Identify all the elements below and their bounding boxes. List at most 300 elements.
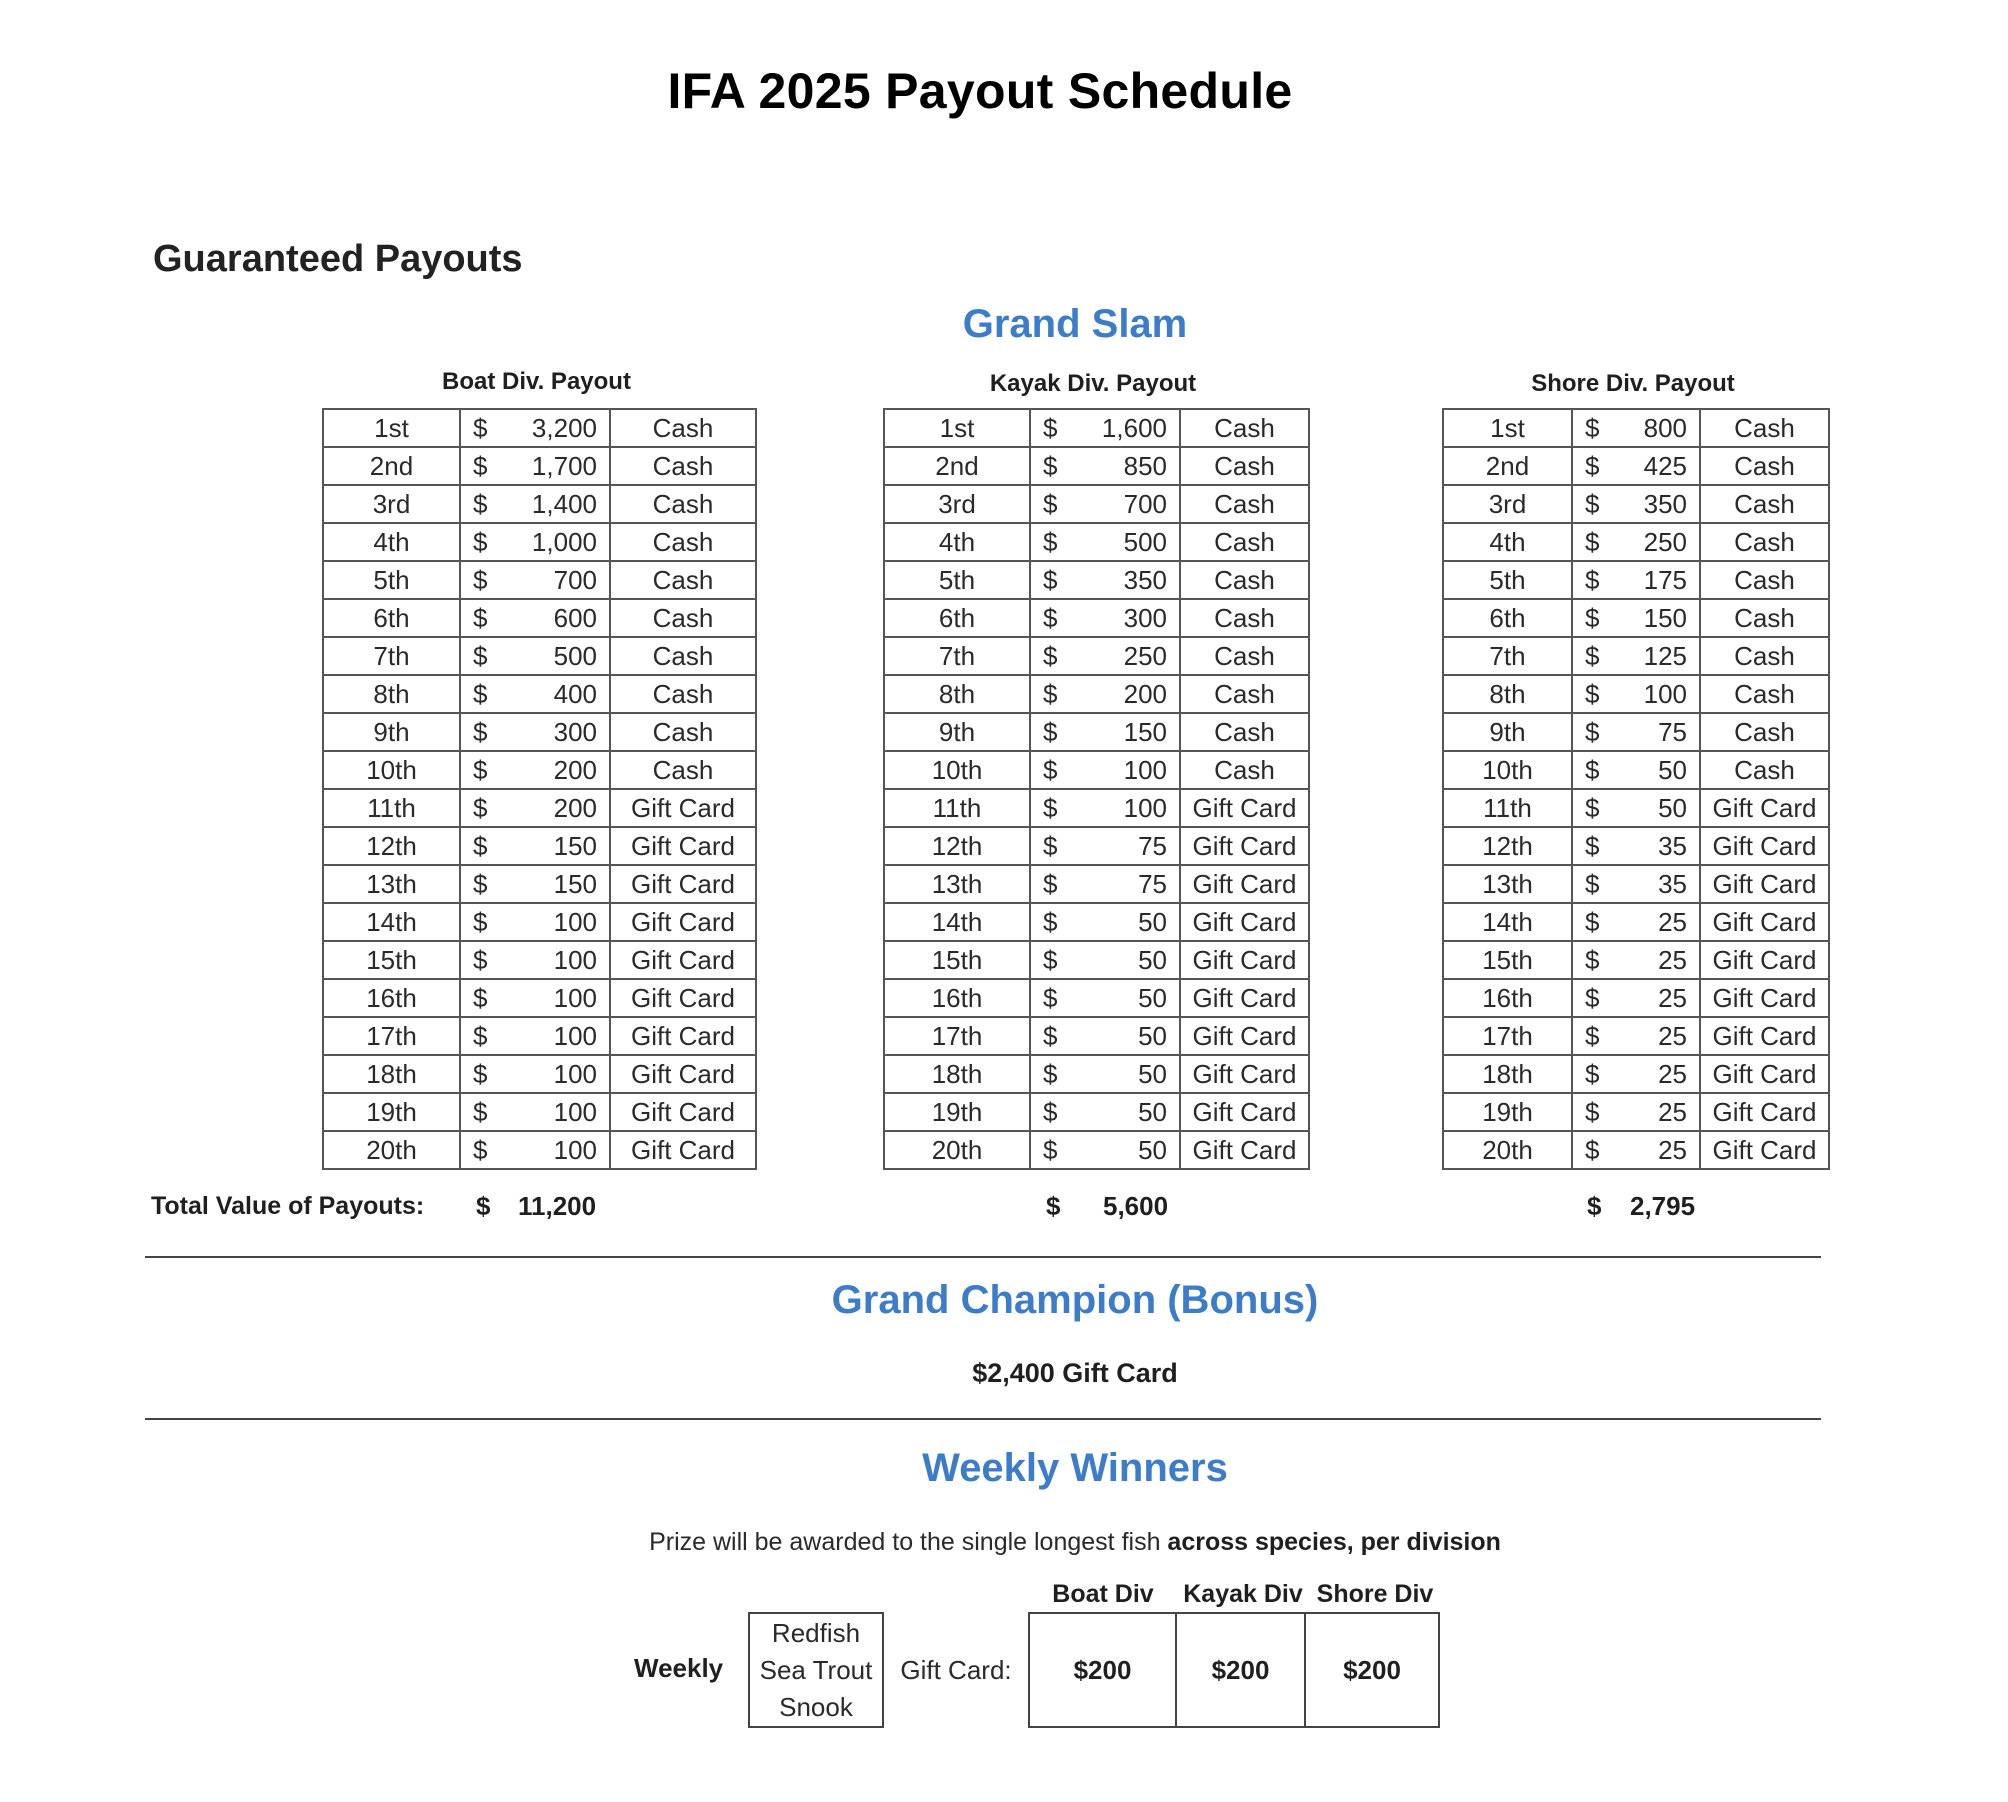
amount-cell: 75 <box>1622 713 1700 751</box>
boat-payout-table <box>322 408 757 1170</box>
place-cell: 10th <box>1443 751 1572 789</box>
table-row <box>1443 1017 1829 1055</box>
dollar-cell: $ <box>1572 1055 1622 1093</box>
place-cell: 18th <box>884 1055 1030 1093</box>
dollar-cell: $ <box>460 523 520 561</box>
dollar-cell: $ <box>1030 789 1090 827</box>
dollar-cell: $ <box>460 751 520 789</box>
dollar-cell: $ <box>1030 523 1090 561</box>
amount-cell: 150 <box>520 827 610 865</box>
col-header-kayak: Kayak Div <box>1183 1580 1303 1608</box>
payout-type-cell: Cash <box>1180 675 1309 713</box>
payout-type-cell: Cash <box>610 599 756 637</box>
payout-type-cell: Cash <box>1180 637 1309 675</box>
amount-cell: 100 <box>520 1017 610 1055</box>
payout-type-cell: Gift Card <box>1700 789 1829 827</box>
table-row <box>884 409 1309 447</box>
kayak-total-value: 5,600 <box>1103 1191 1169 1221</box>
place-cell: 15th <box>323 941 460 979</box>
payout-type-cell: Gift Card <box>1180 1093 1309 1131</box>
payout-type-cell: Gift Card <box>1700 1017 1829 1055</box>
payout-type-cell: Gift Card <box>610 1055 756 1093</box>
payout-type-cell: Gift Card <box>1180 1017 1309 1055</box>
place-cell: 16th <box>1443 979 1572 1017</box>
place-cell: 13th <box>884 865 1030 903</box>
table-row <box>323 979 756 1017</box>
table-row <box>1443 485 1829 523</box>
amount-cell: 1,700 <box>520 447 610 485</box>
dollar-cell: $ <box>1030 599 1090 637</box>
dollar-cell: $ <box>460 409 520 447</box>
payout-type-cell: Cash <box>610 447 756 485</box>
place-cell: 13th <box>1443 865 1572 903</box>
payout-type-cell: Gift Card <box>610 1093 756 1131</box>
table-row <box>884 941 1309 979</box>
amount-cell: 350 <box>1090 561 1180 599</box>
dollar-cell: $ <box>460 865 520 903</box>
table-row <box>1443 409 1829 447</box>
divider-line <box>145 1418 1821 1420</box>
boat-weekly-amount: $200 <box>1029 1613 1176 1727</box>
amount-cell: 3,200 <box>520 409 610 447</box>
dollar-cell: $ <box>460 599 520 637</box>
payout-type-cell: Cash <box>1180 599 1309 637</box>
payout-type-cell: Cash <box>1180 561 1309 599</box>
amount-cell: 35 <box>1622 865 1700 903</box>
grand-slam-heading: Grand Slam <box>962 302 1188 346</box>
table-row <box>323 409 756 447</box>
table-row <box>884 637 1309 675</box>
place-cell: 3rd <box>323 485 460 523</box>
table-row <box>884 599 1309 637</box>
dollar-cell: $ <box>460 827 520 865</box>
payout-type-cell: Gift Card <box>1700 903 1829 941</box>
table-row <box>1443 713 1829 751</box>
payout-type-cell: Cash <box>1700 599 1829 637</box>
payout-type-cell: Cash <box>610 751 756 789</box>
table-row <box>884 789 1309 827</box>
dollar-cell: $ <box>1030 485 1090 523</box>
dollar-cell: $ <box>1572 1093 1622 1131</box>
place-cell: 8th <box>884 675 1030 713</box>
place-cell: 17th <box>323 1017 460 1055</box>
place-cell: 2nd <box>1443 447 1572 485</box>
boat-total-value: 11,200 <box>518 1191 597 1221</box>
dollar-cell: $ <box>1572 1131 1622 1169</box>
dollar-cell: $ <box>1030 1131 1090 1169</box>
amount-cell: 1,400 <box>520 485 610 523</box>
table-row <box>1443 637 1829 675</box>
dollar-cell: $ <box>1030 1093 1090 1131</box>
dollar-cell: $ <box>1572 979 1622 1017</box>
payout-type-cell: Gift Card <box>610 827 756 865</box>
shore-table-caption: Shore Div. Payout <box>1531 370 1735 397</box>
dollar-cell: $ <box>1572 1017 1622 1055</box>
table-row <box>323 751 756 789</box>
payout-type-cell: Cash <box>1700 713 1829 751</box>
table-row <box>323 1055 756 1093</box>
payout-type-cell: Gift Card <box>1700 1093 1829 1131</box>
payout-type-cell: Cash <box>610 523 756 561</box>
table-row <box>323 599 756 637</box>
table-row <box>884 713 1309 751</box>
dollar-cell: $ <box>460 903 520 941</box>
amount-cell: 50 <box>1090 1093 1180 1131</box>
payout-type-cell: Gift Card <box>1700 979 1829 1017</box>
payout-type-cell: Gift Card <box>1180 1131 1309 1169</box>
weekly-note-text: Prize will be awarded to the single longest fish <box>649 1528 1168 1556</box>
total-label: Total Value of Payouts: <box>151 1192 425 1220</box>
table-row <box>323 561 756 599</box>
place-cell: 5th <box>884 561 1030 599</box>
dollar-cell: $ <box>1030 941 1090 979</box>
place-cell: 12th <box>1443 827 1572 865</box>
table-row <box>1443 979 1829 1017</box>
table-row <box>884 903 1309 941</box>
payout-type-cell: Cash <box>1700 409 1829 447</box>
dollar-cell: $ <box>1030 447 1090 485</box>
dollar-cell: $ <box>460 713 520 751</box>
place-cell: 11th <box>884 789 1030 827</box>
place-cell: 14th <box>1443 903 1572 941</box>
dollar-cell: $ <box>460 789 520 827</box>
place-cell: 20th <box>884 1131 1030 1169</box>
amount-cell: 100 <box>1622 675 1700 713</box>
amount-cell: 1,600 <box>1090 409 1180 447</box>
payout-type-cell: Gift Card <box>1700 941 1829 979</box>
place-cell: 10th <box>884 751 1030 789</box>
amount-cell: 200 <box>1090 675 1180 713</box>
col-header-shore: Shore Div <box>1316 1580 1434 1608</box>
dollar-cell: $ <box>460 1093 520 1131</box>
amount-cell: 150 <box>1622 599 1700 637</box>
place-cell: 6th <box>1443 599 1572 637</box>
payout-type-cell: Cash <box>610 485 756 523</box>
amount-cell: 300 <box>520 713 610 751</box>
place-cell: 17th <box>884 1017 1030 1055</box>
dollar-cell: $ <box>1572 827 1622 865</box>
payout-type-cell: Cash <box>610 637 756 675</box>
table-row <box>884 979 1309 1017</box>
amount-cell: 1,000 <box>520 523 610 561</box>
payout-type-cell: Gift Card <box>610 1131 756 1169</box>
payout-type-cell: Gift Card <box>1180 789 1309 827</box>
amount-cell: 350 <box>1622 485 1700 523</box>
shore-total-dollar: $ <box>1587 1191 1602 1221</box>
dollar-cell: $ <box>460 1017 520 1055</box>
amount-cell: 400 <box>520 675 610 713</box>
payout-type-cell: Gift Card <box>1180 941 1309 979</box>
payout-type-cell: Cash <box>1700 447 1829 485</box>
table-row <box>884 1055 1309 1093</box>
table-row <box>1443 1093 1829 1131</box>
table-row <box>323 637 756 675</box>
place-cell: 9th <box>1443 713 1572 751</box>
table-row <box>884 1093 1309 1131</box>
amount-cell: 100 <box>520 1055 610 1093</box>
dollar-cell: $ <box>460 561 520 599</box>
amount-cell: 500 <box>520 637 610 675</box>
table-row <box>884 751 1309 789</box>
boat-total-dollar: $ <box>476 1191 491 1221</box>
payout-type-cell: Cash <box>1180 713 1309 751</box>
dollar-cell: $ <box>1572 409 1622 447</box>
dollar-cell: $ <box>460 637 520 675</box>
place-cell: 9th <box>323 713 460 751</box>
place-cell: 5th <box>1443 561 1572 599</box>
dollar-cell: $ <box>460 675 520 713</box>
shore-payout-table <box>1442 408 1830 1170</box>
place-cell: 19th <box>884 1093 1030 1131</box>
dollar-cell: $ <box>1572 485 1622 523</box>
table-row <box>1443 1055 1829 1093</box>
place-cell: 18th <box>323 1055 460 1093</box>
dollar-cell: $ <box>460 1131 520 1169</box>
weekly-row-label: Weekly <box>634 1653 724 1683</box>
table-row <box>323 941 756 979</box>
payout-type-cell: Gift Card <box>610 865 756 903</box>
place-cell: 11th <box>1443 789 1572 827</box>
table-row <box>884 561 1309 599</box>
place-cell: 19th <box>323 1093 460 1131</box>
payout-type-cell: Gift Card <box>610 1017 756 1055</box>
amount-cell: 50 <box>1090 1131 1180 1169</box>
dollar-cell: $ <box>1030 865 1090 903</box>
payout-type-cell: Gift Card <box>610 979 756 1017</box>
payout-type-cell: Cash <box>1180 485 1309 523</box>
dollar-cell: $ <box>460 485 520 523</box>
amount-cell: 150 <box>520 865 610 903</box>
place-cell: 14th <box>884 903 1030 941</box>
amount-cell: 50 <box>1090 1017 1180 1055</box>
amount-cell: 250 <box>1622 523 1700 561</box>
place-cell: 1st <box>1443 409 1572 447</box>
place-cell: 2nd <box>323 447 460 485</box>
place-cell: 15th <box>884 941 1030 979</box>
amount-cell: 200 <box>520 751 610 789</box>
payout-type-cell: Gift Card <box>1180 1055 1309 1093</box>
dollar-cell: $ <box>1030 713 1090 751</box>
dollar-cell: $ <box>1572 751 1622 789</box>
table-row <box>1443 1131 1829 1169</box>
table-row <box>323 1017 756 1055</box>
table-row <box>323 713 756 751</box>
place-cell: 11th <box>323 789 460 827</box>
payout-type-cell: Gift Card <box>1180 827 1309 865</box>
place-cell: 4th <box>1443 523 1572 561</box>
payout-type-cell: Cash <box>1180 751 1309 789</box>
dollar-cell: $ <box>1572 675 1622 713</box>
amount-cell: 425 <box>1622 447 1700 485</box>
table-row <box>884 1131 1309 1169</box>
place-cell: 8th <box>323 675 460 713</box>
grand-champion-prize: $2,400 Gift Card <box>972 1358 1178 1388</box>
dollar-cell: $ <box>1030 979 1090 1017</box>
amount-cell: 700 <box>1090 485 1180 523</box>
payout-type-cell: Gift Card <box>1700 1055 1829 1093</box>
place-cell: 20th <box>1443 1131 1572 1169</box>
dollar-cell: $ <box>1030 751 1090 789</box>
place-cell: 2nd <box>884 447 1030 485</box>
amount-cell: 25 <box>1622 1093 1700 1131</box>
dollar-cell: $ <box>1030 561 1090 599</box>
section-heading: Guaranteed Payouts <box>153 238 523 280</box>
table-row <box>1443 523 1829 561</box>
payout-type-cell: Cash <box>1700 523 1829 561</box>
amount-cell: 50 <box>1622 789 1700 827</box>
amount-cell: 100 <box>520 1093 610 1131</box>
amount-cell: 800 <box>1622 409 1700 447</box>
place-cell: 9th <box>884 713 1030 751</box>
amount-cell: 500 <box>1090 523 1180 561</box>
payout-type-cell: Gift Card <box>1700 1131 1829 1169</box>
place-cell: 10th <box>323 751 460 789</box>
payout-type-cell: Cash <box>1180 447 1309 485</box>
dollar-cell: $ <box>1572 447 1622 485</box>
kayak-total-dollar: $ <box>1046 1191 1061 1221</box>
dollar-cell: $ <box>1030 827 1090 865</box>
payout-type-cell: Cash <box>1180 523 1309 561</box>
amount-cell: 25 <box>1622 1131 1700 1169</box>
table-row <box>1443 827 1829 865</box>
dollar-cell: $ <box>460 941 520 979</box>
dollar-cell: $ <box>1572 941 1622 979</box>
amount-cell: 100 <box>1090 789 1180 827</box>
species-item: Sea Trout <box>759 1654 873 1685</box>
weekly-prize-table <box>748 1612 1440 1728</box>
place-cell: 1st <box>323 409 460 447</box>
amount-cell: 25 <box>1622 1017 1700 1055</box>
table-row <box>323 827 756 865</box>
amount-cell: 100 <box>520 941 610 979</box>
payout-type-cell: Cash <box>610 409 756 447</box>
species-item: Snook <box>779 1691 853 1722</box>
payout-type-cell: Gift Card <box>610 789 756 827</box>
place-cell: 17th <box>1443 1017 1572 1055</box>
dollar-cell: $ <box>460 447 520 485</box>
dollar-cell: $ <box>1572 561 1622 599</box>
place-cell: 7th <box>1443 637 1572 675</box>
table-row <box>323 675 756 713</box>
amount-cell: 300 <box>1090 599 1180 637</box>
place-cell: 18th <box>1443 1055 1572 1093</box>
dollar-cell: $ <box>1572 865 1622 903</box>
amount-cell: 50 <box>1090 941 1180 979</box>
place-cell: 16th <box>323 979 460 1017</box>
amount-cell: 600 <box>520 599 610 637</box>
dollar-cell: $ <box>1030 1017 1090 1055</box>
table-row <box>323 1131 756 1169</box>
table-row <box>1443 751 1829 789</box>
place-cell: 15th <box>1443 941 1572 979</box>
table-row <box>1443 599 1829 637</box>
payout-type-cell: Cash <box>1700 485 1829 523</box>
kayak-table-caption: Kayak Div. Payout <box>989 370 1197 397</box>
amount-cell: 25 <box>1622 979 1700 1017</box>
payout-type-cell: Cash <box>1700 637 1829 675</box>
payout-type-cell: Cash <box>610 561 756 599</box>
shore-weekly-amount: $200 <box>1305 1613 1439 1727</box>
payout-type-cell: Gift Card <box>1180 903 1309 941</box>
amount-cell: 850 <box>1090 447 1180 485</box>
shore-total-value: 2,795 <box>1630 1191 1696 1221</box>
grand-champion-heading: Grand Champion (Bonus) <box>831 1278 1319 1322</box>
species-cell <box>749 1613 883 1727</box>
payout-type-cell: Gift Card <box>610 903 756 941</box>
amount-cell: 700 <box>520 561 610 599</box>
table-row <box>323 1093 756 1131</box>
dollar-cell: $ <box>1572 789 1622 827</box>
place-cell: 6th <box>884 599 1030 637</box>
divider-line <box>145 1256 1821 1258</box>
table-row <box>884 865 1309 903</box>
payout-type-cell: Gift Card <box>1180 865 1309 903</box>
payout-type-cell: Cash <box>610 713 756 751</box>
place-cell: 1st <box>884 409 1030 447</box>
payout-type-cell: Cash <box>1700 675 1829 713</box>
table-row <box>884 447 1309 485</box>
amount-cell: 75 <box>1090 827 1180 865</box>
place-cell: 12th <box>323 827 460 865</box>
dollar-cell: $ <box>1572 599 1622 637</box>
amount-cell: 150 <box>1090 713 1180 751</box>
payout-type-cell: Cash <box>1700 751 1829 789</box>
payout-type-cell: Cash <box>1700 561 1829 599</box>
amount-cell: 25 <box>1622 1055 1700 1093</box>
table-row <box>884 485 1309 523</box>
table-row <box>1443 941 1829 979</box>
amount-cell: 25 <box>1622 941 1700 979</box>
table-row <box>1443 789 1829 827</box>
boat-table-caption: Boat Div. Payout <box>442 368 631 395</box>
table-row <box>1443 447 1829 485</box>
dollar-cell: $ <box>1030 637 1090 675</box>
document-title: IFA 2025 Payout Schedule <box>667 63 1293 119</box>
table-row <box>884 1017 1309 1055</box>
table-row <box>884 675 1309 713</box>
dollar-cell: $ <box>1030 675 1090 713</box>
table-row <box>323 523 756 561</box>
place-cell: 4th <box>884 523 1030 561</box>
amount-cell: 175 <box>1622 561 1700 599</box>
table-row <box>323 447 756 485</box>
dollar-cell: $ <box>1572 523 1622 561</box>
place-cell: 12th <box>884 827 1030 865</box>
amount-cell: 75 <box>1090 865 1180 903</box>
amount-cell: 100 <box>520 903 610 941</box>
table-row <box>884 523 1309 561</box>
dollar-cell: $ <box>1030 409 1090 447</box>
amount-cell: 25 <box>1622 903 1700 941</box>
amount-cell: 50 <box>1090 903 1180 941</box>
amount-cell: 50 <box>1090 979 1180 1017</box>
payout-type-cell: Gift Card <box>1180 979 1309 1017</box>
amount-cell: 200 <box>520 789 610 827</box>
dollar-cell: $ <box>460 979 520 1017</box>
dollar-cell: $ <box>1030 903 1090 941</box>
place-cell: 13th <box>323 865 460 903</box>
place-cell: 7th <box>323 637 460 675</box>
table-row <box>323 865 756 903</box>
place-cell: 14th <box>323 903 460 941</box>
payout-type-cell: Gift Card <box>1700 827 1829 865</box>
payout-type-cell: Gift Card <box>610 941 756 979</box>
table-row <box>1443 903 1829 941</box>
place-cell: 6th <box>323 599 460 637</box>
table-row <box>323 485 756 523</box>
table-row <box>1443 675 1829 713</box>
amount-cell: 100 <box>520 979 610 1017</box>
